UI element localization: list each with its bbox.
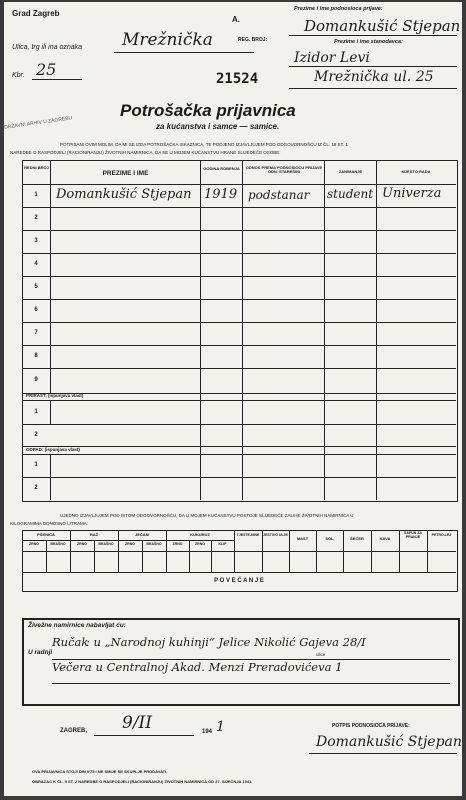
row-num: 7 xyxy=(34,330,38,336)
stock-sub: BRAŠNO xyxy=(98,542,114,546)
stock-other: MAST xyxy=(296,536,309,541)
stock-sub: BRAŠNO xyxy=(146,542,162,546)
form-subtitle: za kućanstva i samce — samice. xyxy=(156,122,280,131)
stock-other: JESTIVO ULJE xyxy=(263,533,288,537)
city-label: Grad Zagreb xyxy=(12,9,60,18)
persons-table xyxy=(22,160,458,502)
price-note: OVA PRIJAVNICA STOJI DIN 0'75 I NE SMIJE SE SKUPLJE PRODAVATI. xyxy=(32,769,168,774)
header-relation: ODNOS PREMA PODNOSIOCU PRIJAVE ODN. STAREŠINI xyxy=(245,165,323,175)
stock-sub: ZRNO xyxy=(29,542,39,546)
stock-sub: ZRNO xyxy=(172,542,183,546)
ulice-label: ulice xyxy=(316,652,326,657)
row-num: 8 xyxy=(34,353,38,359)
stock-sub: ZRNO xyxy=(77,542,87,546)
form-title: Potrošačka prijavnica xyxy=(120,101,296,120)
stock-group: RAŽ xyxy=(89,532,99,537)
sourcing-item2-place: : u Centralnoj Akad. Menzi Preradovićeva 1 xyxy=(88,660,343,674)
sign-label: POTPIS PODNOSIOCA PRIJAVE: xyxy=(332,723,410,729)
row-num: 1 xyxy=(34,192,38,198)
stock-other: TJESTE-NINE xyxy=(236,533,260,537)
header-occupation: ZANIMANJE xyxy=(338,169,363,174)
row-num: 3 xyxy=(34,238,38,244)
header-name: PREZIME I IME xyxy=(102,170,149,177)
header-year: GODINA ROĐENJA xyxy=(203,166,240,171)
sourcing-label: Živežne namirnice nabavljat ću: xyxy=(28,622,126,629)
sourcing-item1-name: Ručak xyxy=(52,635,89,649)
place-label: ZAGREB, xyxy=(60,728,87,734)
kbr-value: 25 xyxy=(36,60,57,79)
row-num: 4 xyxy=(34,261,38,267)
stock-other: ŠEĆER xyxy=(350,536,364,541)
street-value: Mrežnička xyxy=(122,30,213,50)
increase-row: 2 xyxy=(34,432,38,438)
year-label: 194 xyxy=(202,729,213,735)
street-label: Ulica, trg ili ina oznaka xyxy=(12,44,83,51)
row-num: 5 xyxy=(34,284,38,290)
submitter-value: Domankušić Stjepan xyxy=(304,17,461,35)
stock-footer: P O V E Ć A N J E xyxy=(214,578,264,584)
stock-other: SAPUN ZA PRANJE xyxy=(404,531,422,539)
person-name: Domankušić Stjepan xyxy=(56,187,192,202)
signature: Domankušić Stjepan xyxy=(316,734,462,750)
reg-label: REG. BROJ: xyxy=(238,37,268,43)
person-year: 1919 xyxy=(204,187,238,202)
person-relation: podstanar xyxy=(248,188,310,202)
regulation-note: OBRAZAC K ČL. 5 ST. 2 NAREDBE O RASPODJELI (RACIONIRANJU) ŽIVOTNIH NAMIRNICA OD 27. SIJEČNJA 1941. xyxy=(32,779,253,784)
person-work: Univerza xyxy=(382,186,442,201)
stock-other: KAVA xyxy=(379,536,391,541)
stock-sub: ZRNO xyxy=(195,542,205,546)
form-sheet xyxy=(4,2,462,796)
row-num: 2 xyxy=(34,215,38,221)
date-value: 9/II xyxy=(122,713,152,733)
form-letter: A. xyxy=(232,15,240,24)
decrease-row: 2 xyxy=(34,485,38,491)
row-num: 9 xyxy=(34,377,38,383)
form-number: 21524 xyxy=(216,71,259,87)
landlord-address: Mrežnička ul. 25 xyxy=(314,69,434,85)
landlord-label: Prezime i ime stanodavca: xyxy=(334,39,403,45)
stock-line-1: UJEDNO IZJAVLJUJEM POD ISTOM ODGOVORNOŠĆU, DA U MOJEM KUĆANSTVU POSTOJE SLIJEDEĆE ZALIHE ŽIVOTNIH NAMIRNICA U xyxy=(60,513,354,518)
stock-sub: KLIP xyxy=(218,542,227,546)
stock-other: SOL xyxy=(325,536,334,541)
kbr-label: Kbr. xyxy=(12,72,25,79)
person-occupation: student xyxy=(327,187,374,201)
sourcing-item1-place: : u „Narodnoj kuhinji“ Jelice Nikolić Gajeva 28/I xyxy=(86,635,366,649)
decrease-row: 1 xyxy=(34,462,38,468)
increase-row: 1 xyxy=(34,409,38,415)
workplace-label: U radnji xyxy=(28,649,53,656)
stock-sub: ZRNO xyxy=(125,542,135,546)
increase-label: PRIRAST: (ispunjava vlast) xyxy=(26,393,84,398)
stock-other: PETRO-LEJ xyxy=(431,533,452,537)
intro-line-1: POTPISANI OVIM MOLIM, DA MI SE IZDA POTROŠAČKA ISKAZNICA, TE PODJENO IZJAVLJUJEM POD ODGOVORNOŠĆU IZ ČL. 18 ST. 1 xyxy=(60,142,348,147)
submitter-label: Prezime i ime podnosioca prijave: xyxy=(294,6,383,12)
stock-group: JEČAM xyxy=(134,532,149,537)
year-value: 1 xyxy=(216,719,225,735)
sourcing-item2-name: Večera xyxy=(52,660,92,674)
intro-line-2: NAREDBE O RASPODJELI (RACIONIRANJU) ŽIVOTNIH NAMIRNICA, DA SE U MOJEM KUĆANSTVU HRANE SLIJEDEĆE OSOBE: xyxy=(10,150,281,155)
stock-group: KUKURUZ xyxy=(190,532,210,537)
row-num: 6 xyxy=(34,307,38,313)
decrease-label: ODPAD: (ispunjava vlast) xyxy=(26,447,80,452)
stock-line-2: KILOGRAMIMA ODNOSNO LITRAMA: xyxy=(10,521,89,526)
header-num: REDNI BROJ xyxy=(24,165,49,170)
stock-sub: BRAŠNO xyxy=(50,542,66,546)
landlord-value: Izidor Levi xyxy=(294,50,370,66)
archive-stamp: DRŽAVNI ARHIV U ZAGREBU xyxy=(4,115,73,131)
header-work: MJESTO RADA xyxy=(401,169,431,174)
stock-group: PŠENICA xyxy=(37,532,55,537)
